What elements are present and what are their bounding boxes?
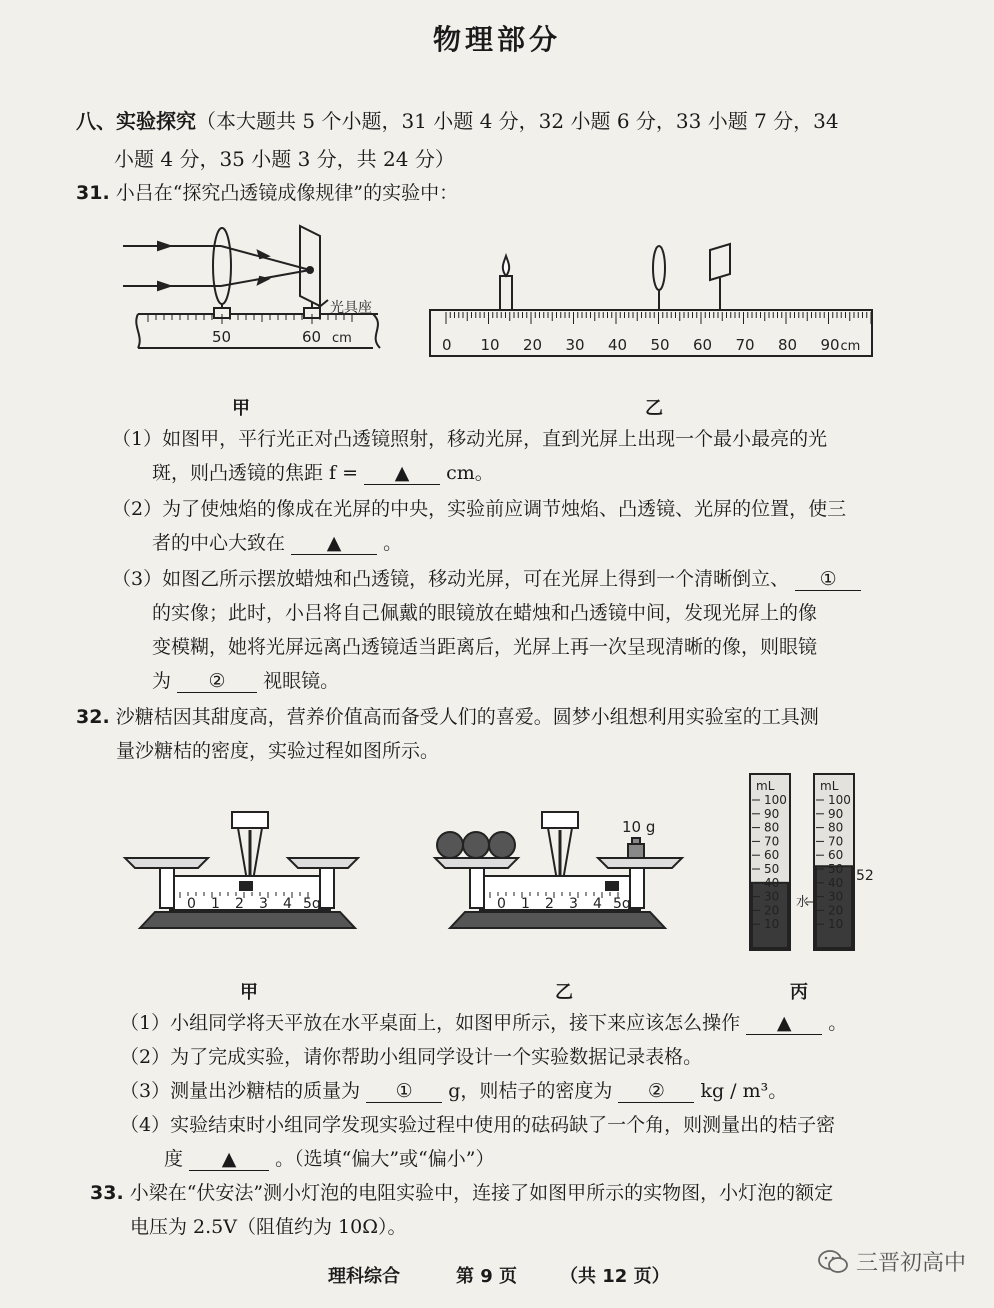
cylinder-mark: 90 (828, 806, 844, 821)
q32-part2: （2）为了完成实验，请你帮助小组同学设计一个实验数据记录表格。 (120, 1046, 703, 1068)
unit-label: mL (756, 779, 775, 793)
q32-part1: （1）小组同学将天平放在水平桌面上，如图甲所示，接下来应该怎么操作 ▲ 。 (120, 1012, 848, 1034)
q31-caption-jia: 甲 (232, 398, 250, 419)
svg-text:2: 2 (545, 896, 554, 912)
q32-caption-yi: 乙 (555, 982, 573, 1003)
candle (500, 276, 512, 310)
water-label: 水 (796, 895, 810, 910)
q32-figure-jia-balance (120, 800, 360, 945)
section-desc-line1: （本大题共 5 个小题，31 小题 4 分，32 小题 6 分，33 小题 7 分，34 (196, 109, 839, 133)
cylinder-mark: 20 (828, 903, 844, 918)
section-desc-line2: 小题 4 分，35 小题 3 分，共 24 分） (114, 147, 455, 171)
cylinder-mark: 50 (828, 862, 844, 876)
svg-text:4: 4 (593, 896, 602, 912)
q32-figure-bing-cylinders (740, 770, 880, 956)
weight-10g (628, 844, 644, 858)
tick-label: 60 (302, 328, 322, 346)
orange (463, 832, 489, 858)
svg-text:0: 0 (497, 896, 506, 912)
q32-parts: （1）小组同学将天平放在水平桌面上，如图甲所示，接下来应该怎么操作 ▲ 。 （2）为了完成实验，请你帮助小组同学设计一个实验数据记录表格。 （3）测量出沙糖桔的质量为 ① g，则桔子的密度为 ② kg / m³。 （4）实验结束时小组同学发现实验过程中使用的砝码缺了一个角，则测量出的桔子密 度 ▲ 。（选填“偏大”或“偏小”） (120, 1006, 910, 1176)
svg-text:5g: 5g (303, 896, 321, 912)
answer-blank[interactable]: ② (618, 1080, 694, 1103)
answer-blank[interactable]: ▲ (291, 532, 377, 555)
q32-part4: （4）实验结束时小组同学发现实验过程中使用的砝码缺了一个角，则测量出的桔子密 (120, 1114, 836, 1136)
q33-stem: 33. 小梁在“伏安法”测小灯泡的电阻实验中，连接了如图甲所示的实物图，小灯泡的额定 电压为 2.5V（阻值约为 10Ω）。 (90, 1182, 834, 1238)
cylinder-mark: 10 (764, 917, 780, 932)
orange (489, 832, 515, 858)
cylinder-mark: 30 (828, 889, 844, 904)
svg-text:3: 3 (259, 896, 268, 912)
cylinder-mark: 50 (764, 862, 780, 876)
orange (437, 832, 463, 858)
optical-bench-label: 光具座 (330, 300, 372, 316)
watermark-text: 三晋初高中 (855, 1251, 966, 1276)
q32-figure-yi-balance (430, 800, 690, 945)
cylinder-mark: 30 (764, 889, 780, 904)
footer-subject: 理科综合 (328, 1266, 400, 1287)
q31-stem-text: 小吕在“探究凸透镜成像规律”的实验中： (115, 182, 459, 204)
ruler-label: 20 (523, 336, 543, 354)
page-title: 物理部分 (432, 23, 561, 56)
q31-number: 31. (76, 182, 110, 204)
svg-text:1: 1 (521, 896, 530, 912)
section-heading: 八、实验探究 (76, 109, 196, 133)
light-screen (710, 244, 730, 280)
footer-total: （共 12 页） (560, 1266, 670, 1287)
q32-part3: （3）测量出沙糖桔的质量为 ① g，则桔子的密度为 ② kg / m³。 (120, 1080, 788, 1102)
ruler-label: 60 (693, 336, 713, 354)
q31-figure-jia (118, 218, 393, 363)
cylinder-mark: 10 (828, 917, 844, 932)
svg-text:3: 3 (569, 896, 578, 912)
cylinder-mark: 80 (764, 820, 780, 835)
answer-blank[interactable]: ① (795, 568, 861, 591)
answer-blank[interactable]: ② (177, 670, 257, 693)
answer-blank[interactable]: ▲ (364, 462, 440, 485)
svg-text:2: 2 (235, 896, 244, 912)
convex-lens (653, 246, 665, 290)
answer-blank[interactable]: ▲ (189, 1148, 269, 1171)
cylinder-mark: 100 (828, 793, 851, 807)
q31-stem (76, 176, 458, 210)
svg-text:4: 4 (283, 896, 292, 912)
cylinder-mark: 90 (764, 806, 780, 821)
watermark (818, 1246, 966, 1277)
ruler-label: 50 (650, 336, 670, 354)
q32-caption-bing: 丙 (790, 982, 808, 1003)
wechat-icon (818, 1249, 848, 1275)
svg-text:0: 0 (187, 896, 196, 912)
q31-figure-yi (428, 240, 878, 360)
ruler-unit: cm (840, 339, 861, 354)
ruler-label: 80 (778, 336, 798, 354)
answer-blank[interactable]: ① (366, 1080, 442, 1103)
cylinder-mark: 60 (828, 848, 844, 863)
ruler-label: 90 (820, 336, 840, 354)
cylinder-mark: 40 (828, 875, 844, 890)
tick-label: cm (332, 331, 352, 346)
ruler-label: 0 (442, 336, 452, 354)
q31-part2: （2）为了使烛焰的像成在光屏的中央，实验前应调节烛焰、凸透镜、光屏的位置，使三 者的中心大致在 ▲ 。 (112, 498, 847, 554)
ruler-label: 10 (480, 336, 500, 354)
cylinder-mark: 70 (828, 834, 844, 849)
ruler-label: 70 (735, 336, 755, 354)
cylinder-mark: 60 (764, 848, 780, 863)
answer-blank[interactable]: ▲ (746, 1012, 822, 1035)
reading-label: 52 (856, 868, 874, 884)
section-header (76, 102, 906, 178)
svg-text:5g: 5g (613, 896, 631, 912)
q31-part3: （3）如图乙所示摆放蜡烛和凸透镜，移动光屏，可在光屏上得到一个清晰倒立、 ① 的实像；此时，小吕将自己佩戴的眼镜放在蜡烛和凸透镜中间，发现光屏上的像 变模糊，她将光屏远离凸透镜适当距离后，光屏上再一次呈现清晰的像，则眼镜 为 ② 视眼镜。 (112, 562, 912, 698)
cylinder-mark: 20 (764, 903, 780, 918)
tick-label: 50 (212, 328, 232, 346)
ruler-label: 40 (608, 336, 628, 354)
q32-stem: 32. 沙糖桔因其甜度高，营养价值高而备受人们的喜爱。圆梦小组想利用实验室的工具测 量沙糖桔的密度，实验过程如图所示。 (76, 706, 819, 762)
unit-label: mL (820, 779, 839, 793)
ruler-label: 30 (565, 336, 585, 354)
q31-caption-yi: 乙 (645, 398, 663, 419)
svg-text:1: 1 (211, 896, 220, 912)
footer-page: 第 9 页 (456, 1266, 518, 1287)
weight-label: 10 g (622, 818, 656, 836)
cylinder-mark: 100 (764, 793, 787, 807)
q32-caption-jia: 甲 (240, 982, 258, 1003)
q31-part1: （1）如图甲，平行光正对凸透镜照射，移动光屏，直到光屏上出现一个最小最亮的光 斑，则凸透镜的焦距 f = ▲ cm。 (112, 428, 828, 484)
cylinder-mark: 40 (764, 875, 780, 890)
convex-lens (213, 228, 231, 304)
cylinder-mark: 70 (764, 834, 780, 849)
cylinder-mark: 80 (828, 820, 844, 835)
candle-flame (503, 256, 509, 276)
